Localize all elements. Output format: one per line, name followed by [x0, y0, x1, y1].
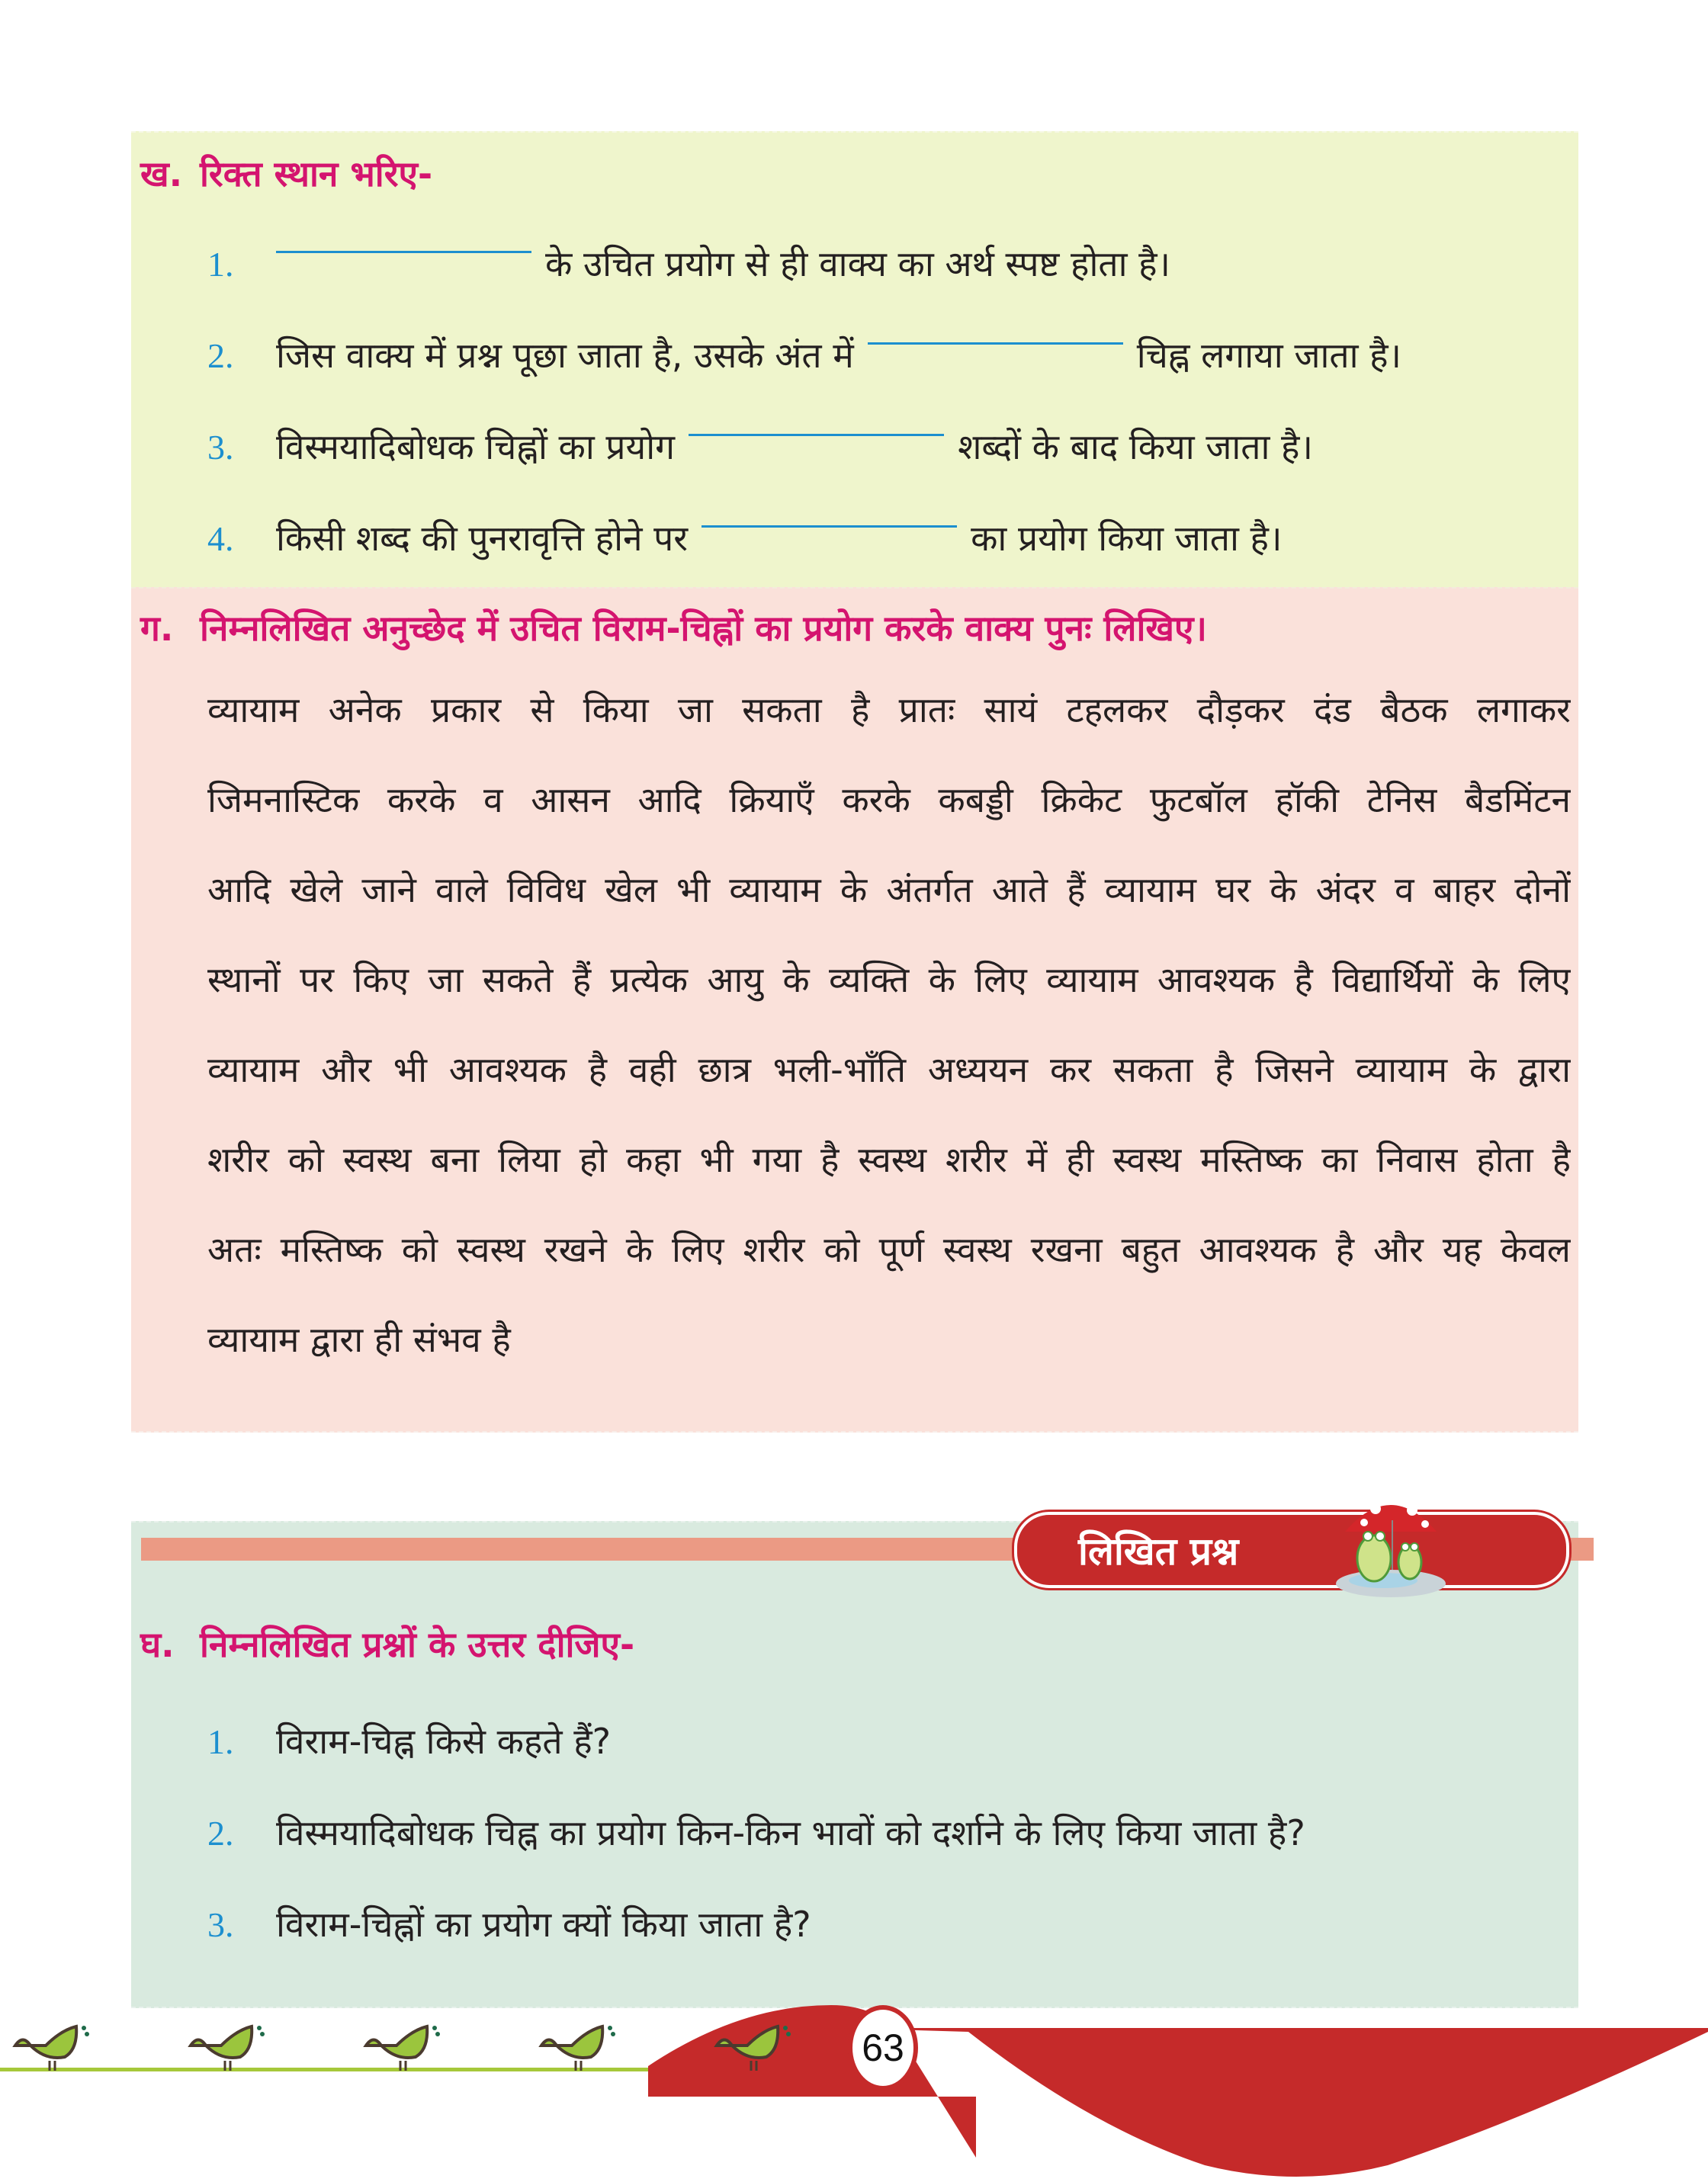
blank-item-1 [207, 239, 1170, 287]
section-letter: ख. [140, 153, 183, 194]
blank-line[interactable] [868, 342, 1123, 345]
item-number: 1. [207, 1722, 234, 1761]
question-item-1 [207, 1717, 611, 1764]
blank-line[interactable] [689, 433, 944, 436]
section-title: निम्नलिखित प्रश्नों के उत्तर दीजिए- [200, 1624, 635, 1665]
paragraph-line: व्यायाम और भी आवश्यक है वही छात्र भली-भाँति अध्ययन कर सकता है जिसने व्यायाम के द्वारा [207, 1049, 1571, 1090]
item-number: 1. [207, 245, 234, 284]
punctuation-panel [131, 587, 1578, 1433]
section-title: रिक्त स्थान भरिए- [200, 153, 433, 194]
bird-icon [8, 2019, 92, 2072]
item-text-before: विस्मयादिबोधक चिह्नों का प्रयोग [276, 426, 676, 467]
paragraph-line: आदि खेले जाने वाले विविध खेल भी व्यायाम के अंतर्गत आते हैं व्यायाम घर के अंदर व बाहर दोनों [207, 869, 1571, 910]
blank-item-2 [207, 331, 1401, 378]
section-title: निम्नलिखित अनुच्छेद में उचित विराम-चिह्नों का प्रयोग करके वाक्य पुनः लिखिए। [200, 608, 1207, 649]
item-number: 2. [207, 1814, 234, 1853]
blank-item-4 [207, 514, 1282, 561]
item-text-before: किसी शब्द की पुनरावृत्ति होने पर [276, 518, 689, 559]
fill-blanks-panel [131, 131, 1578, 589]
item-text-after: के उचित प्रयोग से ही वाक्य का अर्थ स्पष्ट होता है। [545, 243, 1170, 284]
question-text: विराम-चिह्न किसे कहते हैं? [276, 1721, 612, 1762]
paragraph-line: व्यायाम अनेक प्रकार से किया जा सकता है प्रातः सायं टहलकर दौड़कर दंड बैठक लगाकर [207, 689, 1571, 730]
blank-line[interactable] [702, 525, 957, 528]
written-questions-banner [1014, 1512, 1569, 1588]
bird-icon [183, 2019, 267, 2072]
item-number: 2. [207, 336, 234, 375]
item-text-before: जिस वाक्य में प्रश्न पूछा जाता है, उसके अंत में [276, 335, 854, 376]
paragraph-line: जिमनास्टिक करके व आसन आदि क्रियाएँ करके कबड्डी क्रिकेट फुटबॉल हॉकी टेनिस बैडमिंटन [207, 779, 1571, 820]
item-number: 3. [207, 1905, 234, 1944]
section-heading-kh [140, 149, 432, 197]
paragraph-line: अतः मस्तिष्क को स्वस्थ रखने के लिए शरीर को पूर्ण स्वस्थ रखना बहुत आवश्यक है और यह केवल [207, 1229, 1571, 1270]
section-letter: ग. [140, 608, 174, 649]
item-number: 4. [207, 519, 234, 558]
paragraph-line: स्थानों पर किए जा सकते हैं प्रत्येक आयु के व्यक्ति के लिए व्यायाम आवश्यक है विद्यार्थियों के लिए [207, 959, 1571, 1000]
question-item-2 [207, 1808, 1305, 1856]
item-text-after: शब्दों के बाद किया जाता है। [958, 426, 1313, 467]
question-item-3 [207, 1900, 811, 1947]
page-number: 63 [848, 2005, 918, 2091]
question-text: विराम-चिह्नों का प्रयोग क्यों किया जाता है? [276, 1904, 811, 1945]
section-heading-gha [140, 1620, 634, 1667]
question-text: विस्मयादिबोधक चिह्न का प्रयोग किन-किन भावों को दर्शाने के लिए किया जाता है? [276, 1812, 1305, 1853]
section-heading-ga [140, 604, 1207, 651]
banner-label: लिखित प्रश्न [1078, 1529, 1239, 1574]
paragraph-line: शरीर को स्वस्थ बना लिया हो कहा भी गया है स्वस्थ शरीर में ही स्वस्थ मस्तिष्क का निवास होता है [207, 1139, 1571, 1180]
bird-icon [709, 2019, 793, 2072]
bird-icon [534, 2019, 618, 2072]
bird-icon [358, 2019, 442, 2072]
paragraph-line: व्यायाम द्वारा ही संभव है [207, 1319, 511, 1360]
exercise-paragraph [207, 665, 1571, 1385]
blank-line[interactable] [276, 250, 531, 253]
frogs-under-mushroom-icon [1330, 1486, 1452, 1600]
blank-item-3 [207, 422, 1313, 470]
footer-red-wave [839, 2028, 1708, 2180]
item-text-after: चिह्न लगाया जाता है। [1136, 335, 1401, 376]
section-letter: घ. [140, 1624, 175, 1665]
item-number: 3. [207, 428, 234, 467]
item-text-after: का प्रयोग किया जाता है। [971, 518, 1283, 559]
